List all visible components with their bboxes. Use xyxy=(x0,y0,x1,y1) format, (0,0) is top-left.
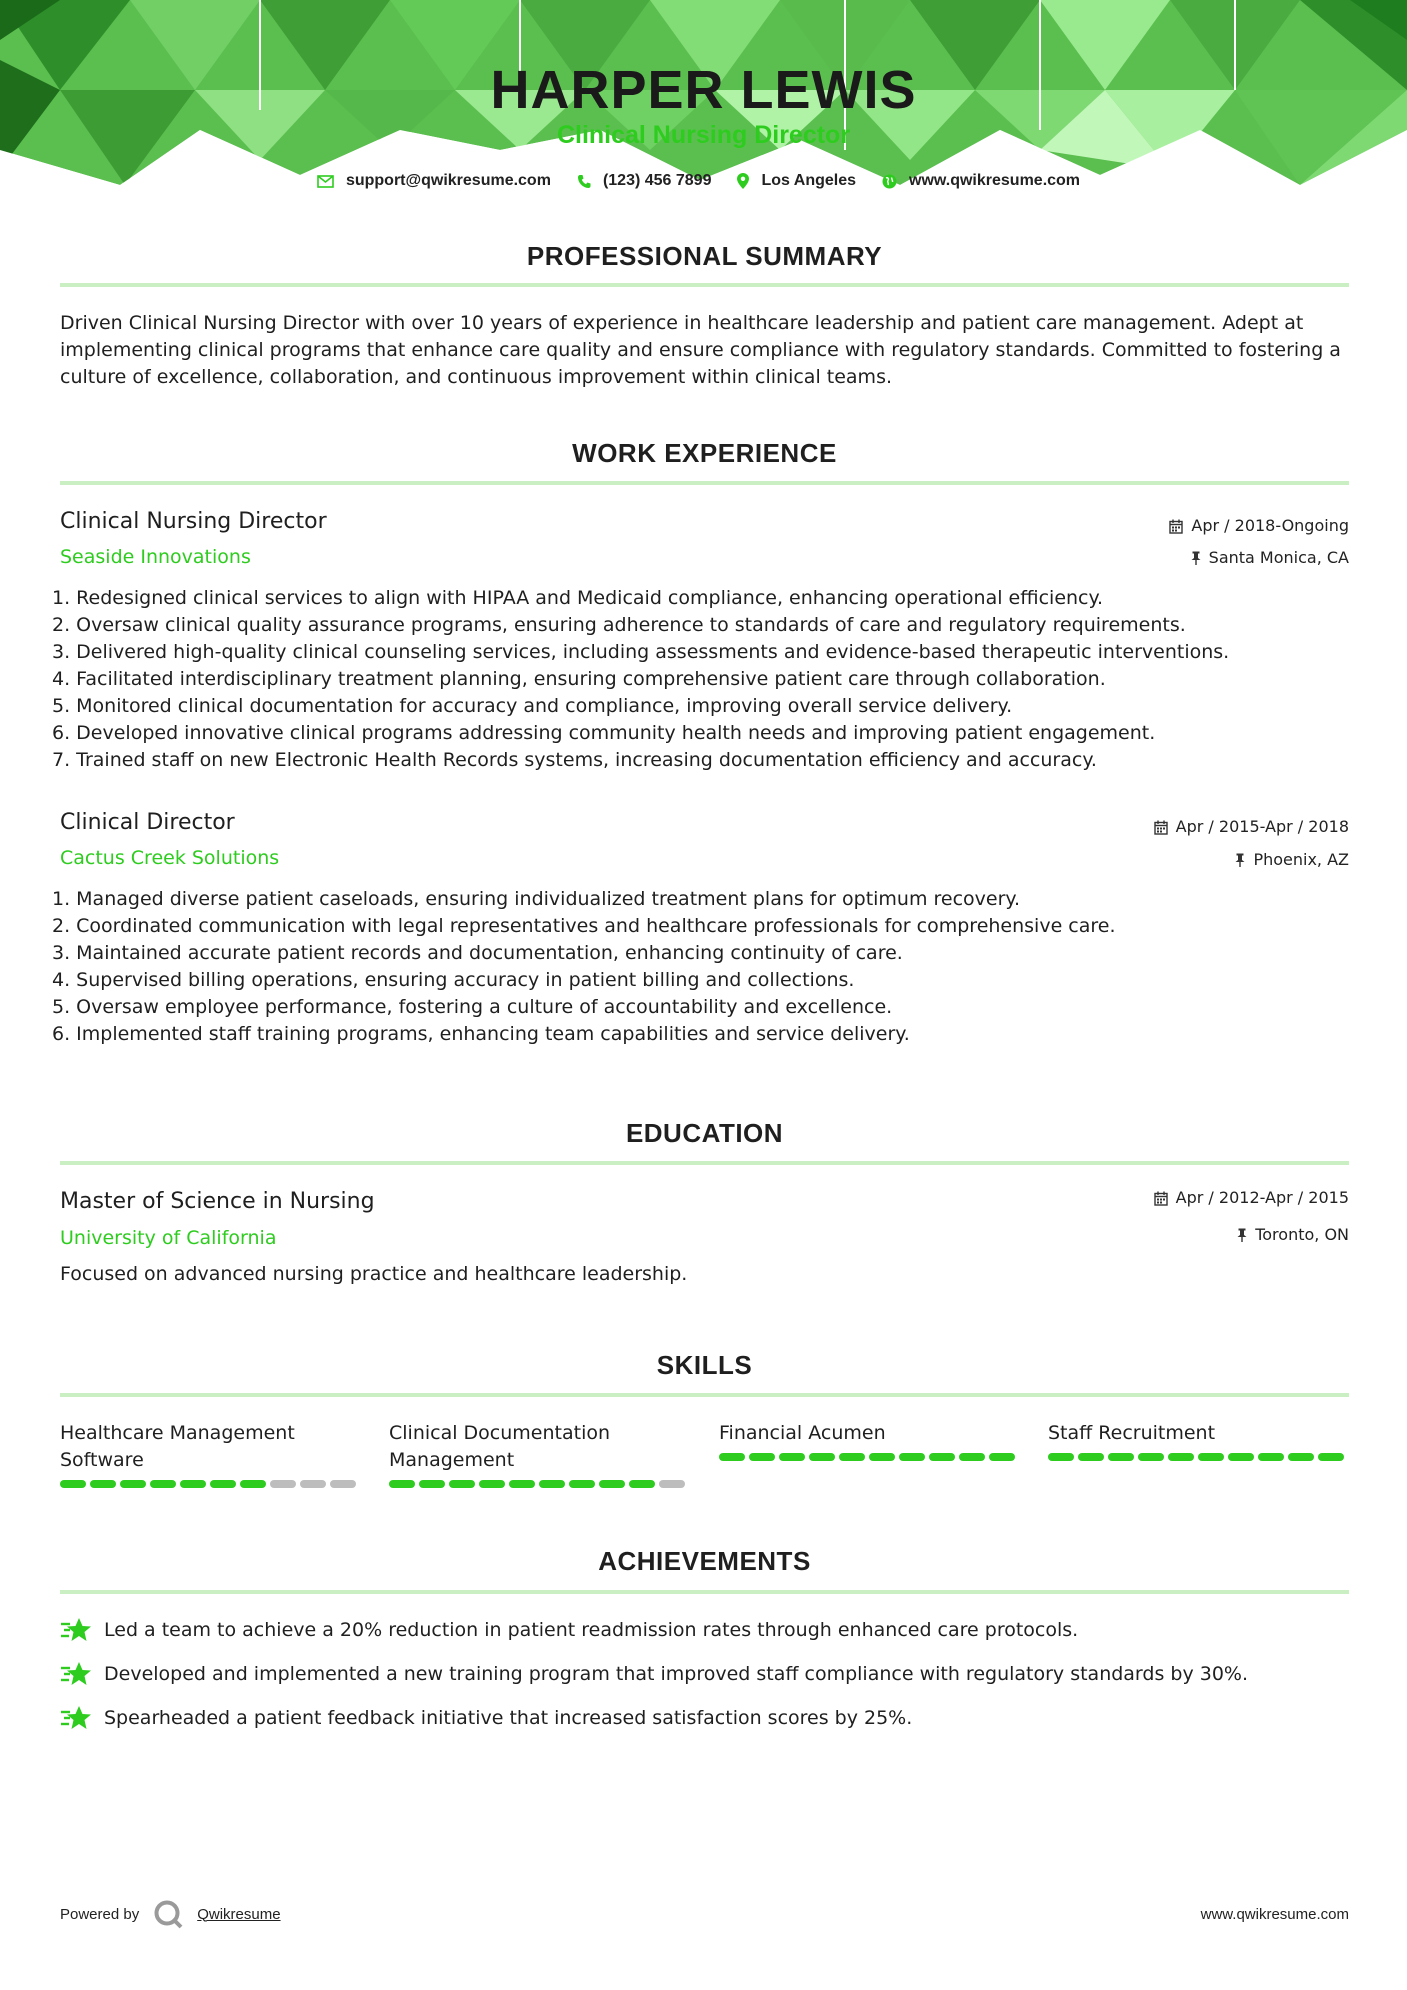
star-icon xyxy=(60,1704,92,1732)
skill-level-segment xyxy=(1198,1453,1224,1461)
summary-text: Driven Clinical Nursing Director with over 10 years of experience in healthcare leadership and patient care management. Adept at implementing clinical programs that enhance care quality and ensure compliance with regulatory standards. Committed to fostering a culture of excellence, collaboration, and continuous improvement within clinical teams. xyxy=(60,312,1341,388)
footer-website[interactable]: www.qwikresume.com xyxy=(1200,1906,1349,1923)
phone-icon xyxy=(577,174,591,189)
skill-level-segment xyxy=(210,1480,236,1488)
list-item: 1. Managed diverse patient caseloads, ensuring individualized treatment plans for optimum recovery. xyxy=(52,888,1020,910)
pushpin-icon xyxy=(1235,853,1245,867)
contact-location-text: Los Angeles xyxy=(761,172,857,189)
footer-powered-by xyxy=(60,1899,281,1929)
skill-level-segment xyxy=(509,1480,535,1488)
skill-level-bar xyxy=(719,1453,1019,1461)
star-icon xyxy=(60,1616,92,1644)
qwikresume-logo-icon xyxy=(153,1899,183,1929)
calendar-icon xyxy=(1169,519,1183,534)
contact-email[interactable] xyxy=(317,172,551,190)
skill-level-segment xyxy=(60,1480,86,1488)
section-divider xyxy=(60,283,1349,287)
qwikresume-link[interactable]: Qwikresume xyxy=(197,1905,281,1923)
skill-level-segment xyxy=(240,1480,266,1488)
job-location-text: Santa Monica, CA xyxy=(1208,548,1349,567)
section-title-achievements: ACHIEVEMENTS xyxy=(598,1546,811,1576)
skill-level-segment xyxy=(270,1480,296,1488)
skill-level-segment xyxy=(449,1480,475,1488)
skill-level-segment xyxy=(929,1453,955,1461)
globe-icon xyxy=(882,174,897,189)
skill-level-segment xyxy=(1318,1453,1344,1461)
list-item: 4. Supervised billing operations, ensuring accuracy in patient billing and collections. xyxy=(52,969,855,991)
list-item: 4. Facilitated interdisciplinary treatment planning, ensuring comprehensive patient care through collaboration. xyxy=(52,668,1106,690)
envelope-icon xyxy=(317,175,334,188)
list-item: 1. Redesigned clinical services to align with HIPAA and Medicaid compliance, enhancing operational efficiency. xyxy=(52,587,1104,609)
achievement-text: Led a team to achieve a 20% reduction in patient readmission rates through enhanced care protocols. xyxy=(104,1618,1079,1641)
skill-item xyxy=(719,1420,1019,1461)
skill-level-segment xyxy=(959,1453,985,1461)
skill-level-segment xyxy=(389,1480,415,1488)
skill-level-segment xyxy=(180,1480,206,1488)
achievement-text: Spearheaded a patient feedback initiative that increased satisfaction scores by 25%. xyxy=(104,1706,913,1729)
achievement-item xyxy=(60,1660,1248,1688)
powered-by-label: Powered by xyxy=(60,1905,140,1923)
skill-level-bar xyxy=(1048,1453,1348,1461)
skill-item xyxy=(389,1420,689,1488)
contact-bar xyxy=(0,172,1407,190)
contact-phone[interactable] xyxy=(577,172,712,190)
skill-level-segment xyxy=(1048,1453,1074,1461)
skill-level-segment xyxy=(839,1453,865,1461)
education-location xyxy=(1237,1225,1349,1245)
pushpin-icon xyxy=(1191,551,1201,565)
company-name: Cactus Creek Solutions xyxy=(60,847,280,869)
skill-level-bar xyxy=(389,1480,689,1488)
skill-level-segment xyxy=(719,1453,745,1461)
skill-level-segment xyxy=(90,1480,116,1488)
candidate-name: HARPER LEWIS xyxy=(490,60,917,120)
pushpin-icon xyxy=(1237,1228,1247,1242)
skill-level-segment xyxy=(539,1480,565,1488)
list-item: 5. Oversaw employee performance, fostering a culture of accountability and excellence. xyxy=(52,996,893,1018)
list-item: 3. Delivered high-quality clinical counseling services, including assessments and evidence-based therapeutic interventions. xyxy=(52,641,1230,663)
skill-label: Staff Recruitment xyxy=(1048,1422,1216,1444)
skill-level-segment xyxy=(629,1480,655,1488)
job-location-text: Phoenix, AZ xyxy=(1253,850,1349,869)
job-dates-text: Apr / 2015-Apr / 2018 xyxy=(1175,817,1349,836)
contact-phone-text: (123) 456 7899 xyxy=(602,172,712,189)
education-dates xyxy=(1154,1188,1349,1208)
list-item: 3. Maintained accurate patient records and documentation, enhancing continuity of care. xyxy=(52,942,903,964)
section-divider xyxy=(60,1393,1349,1397)
skill-item xyxy=(1048,1420,1348,1461)
skill-label: Financial Acumen xyxy=(719,1422,886,1444)
school-name: University of California xyxy=(60,1227,277,1249)
education-description: Focused on advanced nursing practice and healthcare leadership. xyxy=(60,1263,688,1285)
skill-level-segment xyxy=(809,1453,835,1461)
list-item: 6. Developed innovative clinical programs addressing community health needs and improving patient engagement. xyxy=(52,722,1156,744)
skill-level-segment xyxy=(869,1453,895,1461)
achievement-item xyxy=(60,1616,1078,1644)
skill-level-segment xyxy=(599,1480,625,1488)
section-title-experience: WORK EXPERIENCE xyxy=(572,438,837,468)
map-pin-icon xyxy=(737,173,749,189)
skill-level-segment xyxy=(120,1480,146,1488)
list-item: 5. Monitored clinical documentation for accuracy and compliance, improving overall service delivery. xyxy=(52,695,1013,717)
skill-level-segment xyxy=(569,1480,595,1488)
calendar-icon xyxy=(1154,820,1168,835)
calendar-icon xyxy=(1154,1191,1168,1206)
skill-level-segment xyxy=(300,1480,326,1488)
contact-website[interactable] xyxy=(882,172,1080,190)
section-title-summary: PROFESSIONAL SUMMARY xyxy=(526,241,883,271)
job-title: Clinical Nursing Director xyxy=(60,509,327,534)
skill-label: Clinical Documentation Management xyxy=(389,1422,611,1471)
job-dates-text: Apr / 2018-Ongoing xyxy=(1191,516,1349,535)
section-title-skills: SKILLS xyxy=(656,1350,753,1380)
skill-level-segment xyxy=(479,1480,505,1488)
skill-level-segment xyxy=(1288,1453,1314,1461)
contact-website-text: www.qwikresume.com xyxy=(909,172,1081,189)
skill-level-segment xyxy=(330,1480,356,1488)
job-bullets xyxy=(52,886,1352,1048)
skill-level-segment xyxy=(419,1480,445,1488)
job-title: Clinical Director xyxy=(60,810,235,835)
education-location-text: Toronto, ON xyxy=(1255,1225,1349,1244)
list-item: 6. Implemented staff training programs, enhancing team capabilities and service delivery. xyxy=(52,1023,910,1045)
skill-level-segment xyxy=(1168,1453,1194,1461)
skill-level-segment xyxy=(1078,1453,1104,1461)
skill-level-segment xyxy=(1228,1453,1254,1461)
skill-level-segment xyxy=(1108,1453,1134,1461)
job-location xyxy=(1235,850,1349,870)
skill-level-segment xyxy=(1258,1453,1284,1461)
list-item: 2. Oversaw clinical quality assurance programs, ensuring adherence to standards of care and regulatory requirements. xyxy=(52,614,1186,636)
list-item: 7. Trained staff on new Electronic Health Records systems, increasing documentation efficiency and accuracy. xyxy=(52,749,1097,771)
skill-level-segment xyxy=(779,1453,805,1461)
job-bullets xyxy=(52,585,1352,774)
star-icon xyxy=(60,1660,92,1688)
list-item: 2. Coordinated communication with legal representatives and healthcare professionals for comprehensive care. xyxy=(52,915,1116,937)
skill-level-segment xyxy=(989,1453,1015,1461)
section-title-education: EDUCATION xyxy=(625,1118,784,1148)
skill-level-bar xyxy=(60,1480,360,1488)
job-location xyxy=(1191,548,1349,568)
skill-level-segment xyxy=(899,1453,925,1461)
section-divider xyxy=(60,481,1349,485)
skill-level-segment xyxy=(749,1453,775,1461)
achievement-text: Developed and implemented a new training program that improved staff compliance with regulatory standards by 30%. xyxy=(104,1662,1249,1685)
skill-level-segment xyxy=(659,1480,685,1488)
skill-level-segment xyxy=(150,1480,176,1488)
skill-item xyxy=(60,1420,360,1488)
contact-location xyxy=(737,172,856,190)
job-dates xyxy=(1154,817,1349,837)
company-name: Seaside Innovations xyxy=(60,546,251,568)
skill-level-segment xyxy=(1138,1453,1164,1461)
job-dates xyxy=(1169,516,1349,536)
contact-email-text: support@qwikresume.com xyxy=(345,172,551,189)
achievement-item xyxy=(60,1704,912,1732)
section-divider xyxy=(60,1161,1349,1165)
section-divider xyxy=(60,1590,1349,1594)
degree-title: Master of Science in Nursing xyxy=(60,1189,375,1214)
candidate-title: Clinical Nursing Director xyxy=(556,121,851,149)
education-dates-text: Apr / 2012-Apr / 2015 xyxy=(1175,1188,1349,1207)
skill-label: Healthcare Management Software xyxy=(60,1422,295,1471)
